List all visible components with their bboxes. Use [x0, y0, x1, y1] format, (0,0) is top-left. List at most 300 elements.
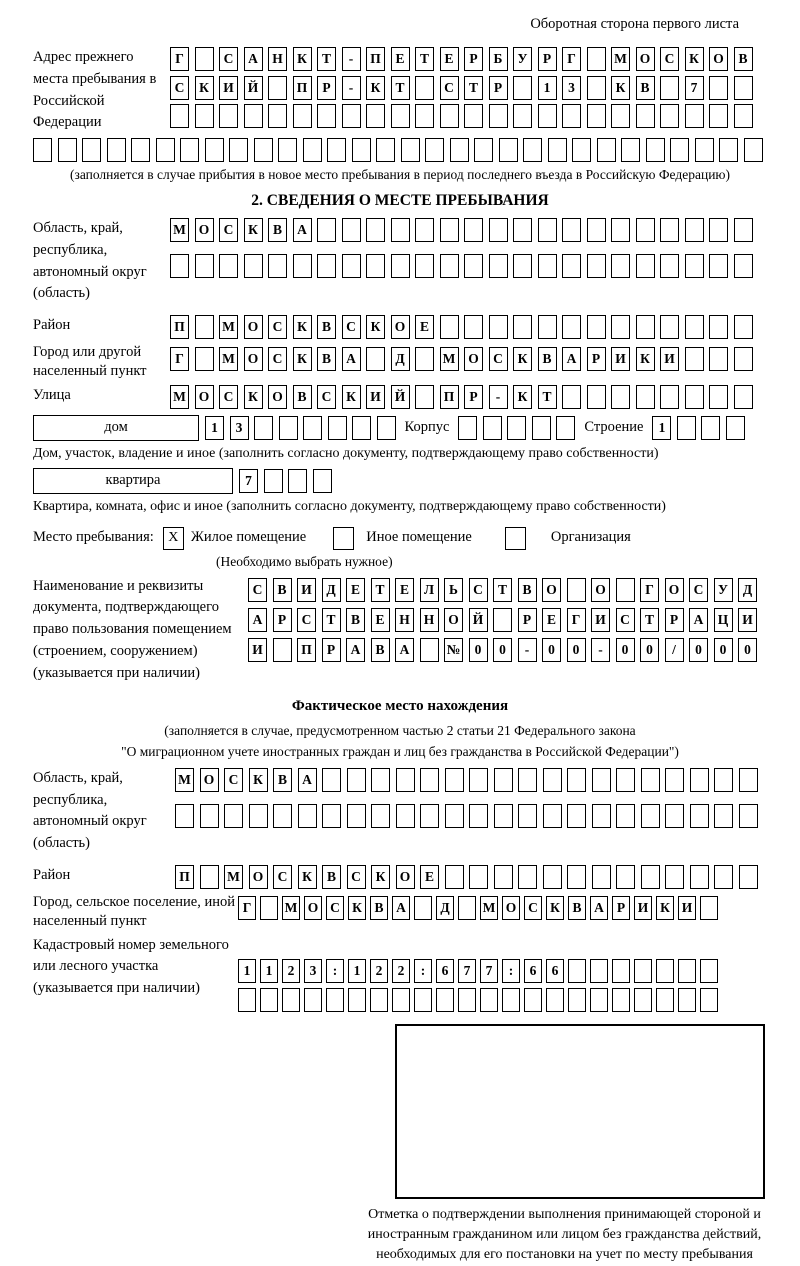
- char-cell[interactable]: Р: [489, 76, 508, 100]
- char-cell[interactable]: 0: [616, 638, 635, 662]
- char-cell[interactable]: С: [297, 608, 316, 632]
- char-cell[interactable]: -: [489, 385, 508, 409]
- char-cell[interactable]: [445, 865, 464, 889]
- char-cell[interactable]: [532, 416, 551, 440]
- char-cell[interactable]: [195, 347, 214, 371]
- char-cell[interactable]: [200, 804, 219, 828]
- char-cell[interactable]: [636, 104, 655, 128]
- char-cell[interactable]: [366, 104, 385, 128]
- char-cell[interactable]: [396, 804, 415, 828]
- char-cell[interactable]: [366, 218, 385, 242]
- char-cell[interactable]: К: [371, 865, 390, 889]
- apartment-type-box[interactable]: квартира: [33, 468, 233, 494]
- char-cell[interactable]: 0: [640, 638, 659, 662]
- char-cell[interactable]: [634, 959, 652, 983]
- char-cell[interactable]: [489, 315, 508, 339]
- char-cell[interactable]: С: [224, 768, 243, 792]
- char-cell[interactable]: С: [689, 578, 708, 602]
- char-cell[interactable]: [303, 416, 322, 440]
- char-cell[interactable]: [464, 254, 483, 278]
- char-cell[interactable]: Р: [464, 385, 483, 409]
- char-cell[interactable]: К: [513, 347, 532, 371]
- char-cell[interactable]: [641, 865, 660, 889]
- char-cell[interactable]: [709, 347, 728, 371]
- char-cell[interactable]: [415, 254, 434, 278]
- char-cell[interactable]: [670, 138, 689, 162]
- char-cell[interactable]: О: [244, 347, 263, 371]
- char-cell[interactable]: К: [636, 347, 655, 371]
- char-cell[interactable]: [483, 416, 502, 440]
- char-cell[interactable]: Д: [738, 578, 757, 602]
- char-cell[interactable]: [665, 865, 684, 889]
- char-cell[interactable]: [279, 416, 298, 440]
- char-cell[interactable]: [567, 768, 586, 792]
- char-cell[interactable]: П: [366, 47, 385, 71]
- char-cell[interactable]: [660, 254, 679, 278]
- char-cell[interactable]: /: [665, 638, 684, 662]
- char-cell[interactable]: У: [513, 47, 532, 71]
- char-cell[interactable]: [342, 254, 361, 278]
- char-cell[interactable]: Р: [518, 608, 537, 632]
- char-cell[interactable]: [636, 218, 655, 242]
- char-cell[interactable]: [641, 768, 660, 792]
- char-cell[interactable]: [238, 988, 256, 1012]
- char-cell[interactable]: [592, 804, 611, 828]
- char-cell[interactable]: Е: [395, 578, 414, 602]
- char-cell[interactable]: [556, 416, 575, 440]
- char-cell[interactable]: [170, 254, 189, 278]
- char-cell[interactable]: О: [636, 47, 655, 71]
- char-cell[interactable]: Е: [391, 47, 410, 71]
- char-cell[interactable]: [734, 104, 753, 128]
- char-cell[interactable]: С: [219, 385, 238, 409]
- char-cell[interactable]: [366, 254, 385, 278]
- char-cell[interactable]: Т: [322, 608, 341, 632]
- char-cell[interactable]: [458, 416, 477, 440]
- char-cell[interactable]: [415, 347, 434, 371]
- char-cell[interactable]: [347, 768, 366, 792]
- char-cell[interactable]: [562, 385, 581, 409]
- char-cell[interactable]: [156, 138, 175, 162]
- char-cell[interactable]: [744, 138, 763, 162]
- char-cell[interactable]: М: [170, 218, 189, 242]
- char-cell[interactable]: К: [244, 218, 263, 242]
- char-cell[interactable]: 7: [239, 469, 258, 493]
- char-cell[interactable]: [538, 254, 557, 278]
- char-cell[interactable]: Е: [415, 315, 434, 339]
- char-cell[interactable]: [293, 104, 312, 128]
- char-cell[interactable]: [464, 218, 483, 242]
- char-cell[interactable]: А: [244, 47, 263, 71]
- char-cell[interactable]: [739, 768, 758, 792]
- char-cell[interactable]: [58, 138, 77, 162]
- char-cell[interactable]: [587, 254, 606, 278]
- char-cell[interactable]: [391, 254, 410, 278]
- char-cell[interactable]: О: [396, 865, 415, 889]
- char-cell[interactable]: :: [326, 959, 344, 983]
- char-cell[interactable]: О: [591, 578, 610, 602]
- char-cell[interactable]: [616, 804, 635, 828]
- char-cell[interactable]: М: [219, 347, 238, 371]
- char-cell[interactable]: [709, 104, 728, 128]
- char-cell[interactable]: [656, 988, 674, 1012]
- char-cell[interactable]: [229, 138, 248, 162]
- char-cell[interactable]: [709, 218, 728, 242]
- char-cell[interactable]: [107, 138, 126, 162]
- char-cell[interactable]: С: [273, 865, 292, 889]
- char-cell[interactable]: [282, 988, 300, 1012]
- char-cell[interactable]: [709, 315, 728, 339]
- char-cell[interactable]: Й: [469, 608, 488, 632]
- checkbox-residential[interactable]: X: [163, 527, 184, 550]
- char-cell[interactable]: К: [298, 865, 317, 889]
- char-cell[interactable]: [538, 218, 557, 242]
- char-cell[interactable]: Е: [440, 47, 459, 71]
- char-cell[interactable]: [734, 347, 753, 371]
- char-cell[interactable]: [690, 768, 709, 792]
- char-cell[interactable]: Н: [268, 47, 287, 71]
- char-cell[interactable]: [205, 138, 224, 162]
- char-cell[interactable]: В: [636, 76, 655, 100]
- char-cell[interactable]: [665, 804, 684, 828]
- char-cell[interactable]: [273, 638, 292, 662]
- char-cell[interactable]: [685, 315, 704, 339]
- char-cell[interactable]: Т: [493, 578, 512, 602]
- char-cell[interactable]: [709, 254, 728, 278]
- char-cell[interactable]: [660, 218, 679, 242]
- char-cell[interactable]: [568, 959, 586, 983]
- char-cell[interactable]: [415, 76, 434, 100]
- char-cell[interactable]: [260, 896, 278, 920]
- char-cell[interactable]: 7: [685, 76, 704, 100]
- char-cell[interactable]: [726, 416, 745, 440]
- char-cell[interactable]: [685, 104, 704, 128]
- char-cell[interactable]: [440, 218, 459, 242]
- char-cell[interactable]: [513, 254, 532, 278]
- char-cell[interactable]: К: [513, 385, 532, 409]
- char-cell[interactable]: О: [464, 347, 483, 371]
- char-cell[interactable]: [415, 104, 434, 128]
- char-cell[interactable]: [660, 104, 679, 128]
- char-cell[interactable]: В: [268, 218, 287, 242]
- char-cell[interactable]: 7: [480, 959, 498, 983]
- char-cell[interactable]: [685, 218, 704, 242]
- char-cell[interactable]: [440, 315, 459, 339]
- char-cell[interactable]: [592, 768, 611, 792]
- char-cell[interactable]: [195, 315, 214, 339]
- char-cell[interactable]: [634, 988, 652, 1012]
- char-cell[interactable]: 1: [238, 959, 256, 983]
- char-cell[interactable]: Т: [391, 76, 410, 100]
- char-cell[interactable]: В: [518, 578, 537, 602]
- char-cell[interactable]: И: [248, 638, 267, 662]
- char-cell[interactable]: [546, 988, 564, 1012]
- char-cell[interactable]: С: [170, 76, 189, 100]
- char-cell[interactable]: С: [219, 218, 238, 242]
- char-cell[interactable]: И: [678, 896, 696, 920]
- char-cell[interactable]: [464, 315, 483, 339]
- char-cell[interactable]: [587, 76, 606, 100]
- char-cell[interactable]: [268, 76, 287, 100]
- char-cell[interactable]: Н: [395, 608, 414, 632]
- char-cell[interactable]: О: [249, 865, 268, 889]
- char-cell[interactable]: В: [317, 315, 336, 339]
- char-cell[interactable]: К: [342, 385, 361, 409]
- char-cell[interactable]: И: [219, 76, 238, 100]
- char-cell[interactable]: [700, 988, 718, 1012]
- char-cell[interactable]: [616, 768, 635, 792]
- char-cell[interactable]: [700, 959, 718, 983]
- char-cell[interactable]: [590, 959, 608, 983]
- char-cell[interactable]: [342, 218, 361, 242]
- char-cell[interactable]: [254, 138, 273, 162]
- char-cell[interactable]: К: [685, 47, 704, 71]
- char-cell[interactable]: К: [195, 76, 214, 100]
- char-cell[interactable]: Б: [489, 47, 508, 71]
- char-cell[interactable]: С: [342, 315, 361, 339]
- char-cell[interactable]: [322, 804, 341, 828]
- char-cell[interactable]: [562, 104, 581, 128]
- char-cell[interactable]: 2: [370, 959, 388, 983]
- char-cell[interactable]: 1: [260, 959, 278, 983]
- char-cell[interactable]: [587, 47, 606, 71]
- char-cell[interactable]: [562, 218, 581, 242]
- char-cell[interactable]: 6: [524, 959, 542, 983]
- char-cell[interactable]: [494, 804, 513, 828]
- char-cell[interactable]: [347, 804, 366, 828]
- char-cell[interactable]: [342, 104, 361, 128]
- char-cell[interactable]: [518, 804, 537, 828]
- char-cell[interactable]: Г: [562, 47, 581, 71]
- char-cell[interactable]: П: [293, 76, 312, 100]
- char-cell[interactable]: Й: [391, 385, 410, 409]
- char-cell[interactable]: [499, 138, 518, 162]
- char-cell[interactable]: Р: [317, 76, 336, 100]
- char-cell[interactable]: П: [170, 315, 189, 339]
- char-cell[interactable]: [317, 104, 336, 128]
- char-cell[interactable]: [621, 138, 640, 162]
- char-cell[interactable]: К: [546, 896, 564, 920]
- char-cell[interactable]: Р: [464, 47, 483, 71]
- char-cell[interactable]: В: [734, 47, 753, 71]
- char-cell[interactable]: О: [502, 896, 520, 920]
- char-cell[interactable]: [587, 385, 606, 409]
- char-cell[interactable]: [548, 138, 567, 162]
- char-cell[interactable]: М: [282, 896, 300, 920]
- char-cell[interactable]: Ь: [444, 578, 463, 602]
- char-cell[interactable]: [690, 804, 709, 828]
- char-cell[interactable]: [538, 104, 557, 128]
- char-cell[interactable]: Т: [371, 578, 390, 602]
- char-cell[interactable]: Л: [420, 578, 439, 602]
- char-cell[interactable]: [685, 385, 704, 409]
- char-cell[interactable]: [327, 138, 346, 162]
- char-cell[interactable]: М: [480, 896, 498, 920]
- char-cell[interactable]: М: [170, 385, 189, 409]
- char-cell[interactable]: [254, 416, 273, 440]
- char-cell[interactable]: [304, 988, 322, 1012]
- char-cell[interactable]: [660, 76, 679, 100]
- char-cell[interactable]: [714, 865, 733, 889]
- char-cell[interactable]: [714, 804, 733, 828]
- char-cell[interactable]: [268, 104, 287, 128]
- char-cell[interactable]: 6: [546, 959, 564, 983]
- char-cell[interactable]: К: [611, 76, 630, 100]
- char-cell[interactable]: -: [591, 638, 610, 662]
- char-cell[interactable]: [420, 768, 439, 792]
- char-cell[interactable]: [656, 959, 674, 983]
- char-cell[interactable]: [445, 768, 464, 792]
- char-cell[interactable]: В: [568, 896, 586, 920]
- char-cell[interactable]: [567, 804, 586, 828]
- char-cell[interactable]: [524, 988, 542, 1012]
- char-cell[interactable]: С: [660, 47, 679, 71]
- char-cell[interactable]: В: [538, 347, 557, 371]
- char-cell[interactable]: [278, 138, 297, 162]
- char-cell[interactable]: Е: [542, 608, 561, 632]
- char-cell[interactable]: [701, 416, 720, 440]
- char-cell[interactable]: [700, 896, 718, 920]
- char-cell[interactable]: [440, 254, 459, 278]
- char-cell[interactable]: [420, 804, 439, 828]
- char-cell[interactable]: 3: [562, 76, 581, 100]
- house-type-box[interactable]: дом: [33, 415, 199, 441]
- char-cell[interactable]: И: [297, 578, 316, 602]
- char-cell[interactable]: С: [317, 385, 336, 409]
- char-cell[interactable]: К: [244, 385, 263, 409]
- char-cell[interactable]: [370, 988, 388, 1012]
- char-cell[interactable]: Т: [640, 608, 659, 632]
- char-cell[interactable]: [567, 578, 586, 602]
- char-cell[interactable]: [249, 804, 268, 828]
- char-cell[interactable]: О: [542, 578, 561, 602]
- char-cell[interactable]: 2: [392, 959, 410, 983]
- char-cell[interactable]: [195, 47, 214, 71]
- char-cell[interactable]: 7: [458, 959, 476, 983]
- char-cell[interactable]: [513, 218, 532, 242]
- char-cell[interactable]: 0: [493, 638, 512, 662]
- char-cell[interactable]: Г: [640, 578, 659, 602]
- char-cell[interactable]: 2: [282, 959, 300, 983]
- char-cell[interactable]: [493, 608, 512, 632]
- char-cell[interactable]: [641, 804, 660, 828]
- char-cell[interactable]: И: [366, 385, 385, 409]
- checkbox-organization[interactable]: [505, 527, 526, 550]
- char-cell[interactable]: Й: [244, 76, 263, 100]
- char-cell[interactable]: [543, 804, 562, 828]
- char-cell[interactable]: [734, 218, 753, 242]
- char-cell[interactable]: [612, 988, 630, 1012]
- char-cell[interactable]: [518, 865, 537, 889]
- char-cell[interactable]: [464, 104, 483, 128]
- char-cell[interactable]: Д: [436, 896, 454, 920]
- char-cell[interactable]: [175, 804, 194, 828]
- char-cell[interactable]: И: [591, 608, 610, 632]
- char-cell[interactable]: [131, 138, 150, 162]
- char-cell[interactable]: [714, 768, 733, 792]
- char-cell[interactable]: -: [342, 76, 361, 100]
- char-cell[interactable]: 0: [542, 638, 561, 662]
- char-cell[interactable]: [677, 416, 696, 440]
- char-cell[interactable]: [391, 218, 410, 242]
- char-cell[interactable]: С: [440, 76, 459, 100]
- char-cell[interactable]: [180, 138, 199, 162]
- char-cell[interactable]: П: [175, 865, 194, 889]
- char-cell[interactable]: А: [342, 347, 361, 371]
- char-cell[interactable]: [224, 804, 243, 828]
- char-cell[interactable]: [480, 988, 498, 1012]
- char-cell[interactable]: -: [342, 47, 361, 71]
- char-cell[interactable]: [352, 138, 371, 162]
- char-cell[interactable]: [587, 315, 606, 339]
- char-cell[interactable]: [298, 804, 317, 828]
- char-cell[interactable]: -: [518, 638, 537, 662]
- char-cell[interactable]: [567, 865, 586, 889]
- char-cell[interactable]: [685, 254, 704, 278]
- char-cell[interactable]: [260, 988, 278, 1012]
- char-cell[interactable]: 1: [348, 959, 366, 983]
- char-cell[interactable]: Т: [538, 385, 557, 409]
- char-cell[interactable]: [739, 804, 758, 828]
- char-cell[interactable]: [568, 988, 586, 1012]
- char-cell[interactable]: 1: [538, 76, 557, 100]
- char-cell[interactable]: Д: [391, 347, 410, 371]
- char-cell[interactable]: Р: [612, 896, 630, 920]
- char-cell[interactable]: О: [244, 315, 263, 339]
- char-cell[interactable]: [690, 865, 709, 889]
- char-cell[interactable]: К: [249, 768, 268, 792]
- char-cell[interactable]: [33, 138, 52, 162]
- char-cell[interactable]: 0: [714, 638, 733, 662]
- char-cell[interactable]: О: [195, 385, 214, 409]
- char-cell[interactable]: [734, 315, 753, 339]
- char-cell[interactable]: [489, 254, 508, 278]
- char-cell[interactable]: [458, 988, 476, 1012]
- char-cell[interactable]: У: [714, 578, 733, 602]
- char-cell[interactable]: С: [489, 347, 508, 371]
- char-cell[interactable]: М: [224, 865, 243, 889]
- char-cell[interactable]: :: [414, 959, 432, 983]
- char-cell[interactable]: [636, 254, 655, 278]
- char-cell[interactable]: 0: [469, 638, 488, 662]
- char-cell[interactable]: О: [195, 218, 214, 242]
- char-cell[interactable]: [371, 768, 390, 792]
- char-cell[interactable]: [420, 638, 439, 662]
- char-cell[interactable]: [366, 347, 385, 371]
- char-cell[interactable]: [678, 959, 696, 983]
- char-cell[interactable]: Г: [170, 47, 189, 71]
- char-cell[interactable]: [268, 254, 287, 278]
- char-cell[interactable]: [513, 104, 532, 128]
- char-cell[interactable]: [611, 385, 630, 409]
- char-cell[interactable]: [734, 76, 753, 100]
- char-cell[interactable]: [616, 865, 635, 889]
- char-cell[interactable]: [518, 768, 537, 792]
- char-cell[interactable]: [474, 138, 493, 162]
- char-cell[interactable]: [646, 138, 665, 162]
- char-cell[interactable]: [709, 76, 728, 100]
- char-cell[interactable]: [313, 469, 332, 493]
- char-cell[interactable]: [293, 254, 312, 278]
- char-cell[interactable]: Р: [665, 608, 684, 632]
- char-cell[interactable]: [739, 865, 758, 889]
- char-cell[interactable]: М: [611, 47, 630, 71]
- char-cell[interactable]: Г: [238, 896, 256, 920]
- char-cell[interactable]: [685, 347, 704, 371]
- char-cell[interactable]: В: [273, 578, 292, 602]
- char-cell[interactable]: [377, 416, 396, 440]
- char-cell[interactable]: [264, 469, 283, 493]
